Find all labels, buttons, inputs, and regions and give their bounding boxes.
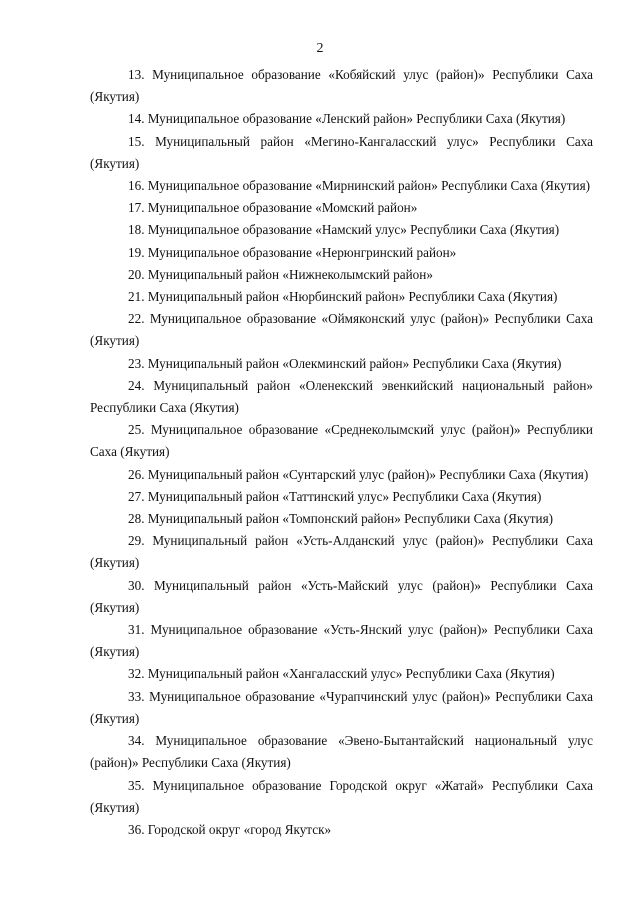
list-item: 19. Муниципальное образование «Нерюнгринский район» — [128, 244, 457, 260]
list-item: 17. Муниципальное образование «Момский район» — [128, 200, 418, 216]
list-item: 29. Муниципальный район «Усть-Алданский улус (район)» Республики Саха (Якутия) — [90, 533, 593, 571]
list-item: 14. Муниципальное образование «Ленский район» Республики Саха (Якутия) — [128, 111, 566, 127]
list-item: 20. Муниципальный район «Нижнеколымский район» — [128, 266, 433, 282]
list-item: 27. Муниципальный район «Таттинский улус» Республики Саха (Якутия) — [128, 488, 542, 504]
list-item: 30. Муниципальный район «Усть-Майский улус (район)» Республики Саха (Якутия) — [90, 577, 593, 615]
list-item: 18. Муниципальное образование «Намский улус» Республики Саха (Якутия) — [128, 222, 560, 238]
list-item: 15. Муниципальный район «Мегино-Кангаласский улус» Республики Саха (Якутия) — [90, 133, 593, 171]
list-item: 13. Муниципальное образование «Кобяйский улус (район)» Республики Саха (Якутия) — [90, 67, 593, 105]
list-item: 24. Муниципальный район «Оленекский эвенкийский национальный район» Республики Саха (Якутия) — [90, 377, 593, 416]
page-number: 2 — [316, 41, 324, 56]
document-body — [90, 64, 593, 841]
list-item: 33. Муниципальное образование «Чурапчинский улус (район)» Республики Саха (Якутия) — [90, 688, 593, 726]
list-item: 22. Муниципальное образование «Оймяконский улус (район)» Республики Саха (Якутия) — [90, 311, 593, 349]
list-item: 23. Муниципальный район «Олекминский район» Республики Саха (Якутия) — [128, 355, 562, 371]
list-item: 32. Муниципальный район «Хангаласский улус» Республики Саха (Якутия) — [128, 666, 555, 682]
list-item: 36. Городской округ «город Якутск» — [128, 821, 332, 837]
list-item: 31. Муниципальное образование «Усть-Янский улус (район)» Республики Саха (Якутия) — [90, 622, 593, 660]
list-item: 21. Муниципальный район «Нюрбинский район» Республики Саха (Якутия) — [128, 289, 558, 305]
list-item: 25. Муниципальное образование «Среднеколымский улус (район)» Республики Саха (Якутия) — [90, 422, 593, 460]
list-item: 16. Муниципальное образование «Мирнинский район» Республики Саха (Якутия) — [128, 178, 591, 194]
list-item: 28. Муниципальный район «Томпонский район» Республики Саха (Якутия) — [128, 511, 554, 527]
list-item: 34. Муниципальное образование «Эвено-Бытантайский национальный улус (район)» Республики Саха (Якутия) — [90, 733, 593, 771]
list-item: 26. Муниципальный район «Сунтарский улус (район)» Республики Саха (Якутия) — [128, 466, 589, 482]
list-item: 35. Муниципальное образование Городской округ «Жатай» Республики Саха (Якутия) — [90, 777, 593, 815]
